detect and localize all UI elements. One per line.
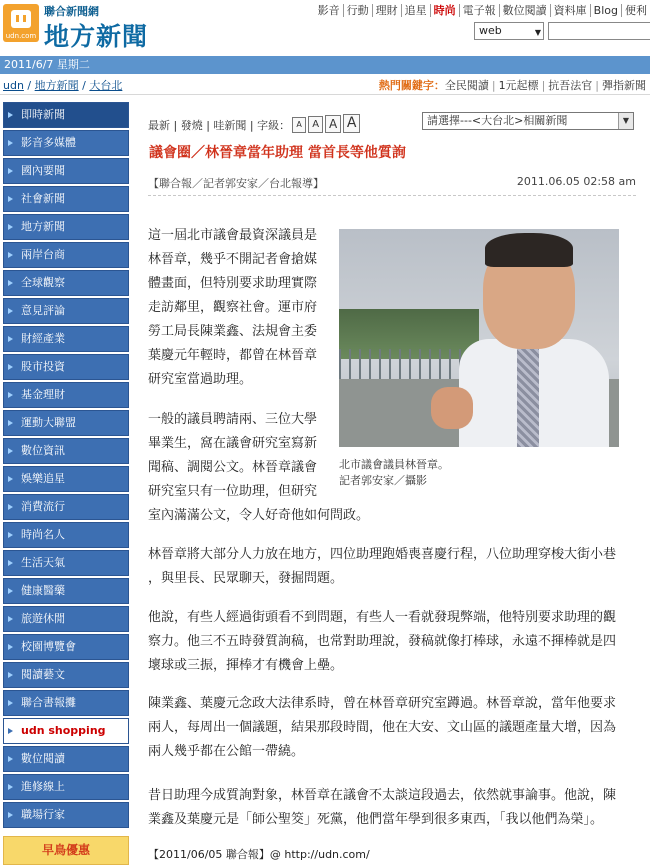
site-header: [0, 0, 650, 54]
breadcrumb-row: [0, 77, 650, 95]
top-nav-item-hot[interactable]: 時尚: [430, 4, 459, 17]
article-paragraph: [148, 784, 636, 832]
paragraph-line: 一般的議員聘請兩、三位大學: [148, 412, 318, 427]
paragraph-line: 研究室只有一位助理，但研究: [148, 484, 318, 499]
paragraph-line: 林晉章，幾乎不開記者會搶媒: [148, 252, 318, 267]
chevron-down-icon: ▼: [534, 28, 541, 37]
article-tools: [148, 114, 360, 133]
paragraph-line: 壞球或三振，揮棒才有機會上壘。: [148, 658, 344, 673]
breadcrumb-taipei[interactable]: 大台北: [89, 79, 123, 92]
top-nav-item[interactable]: Blog: [590, 4, 621, 17]
top-nav-item[interactable]: 資料庫: [550, 4, 590, 17]
current-date: 2011/6/7 星期二: [4, 58, 90, 71]
top-nav-item[interactable]: 行動: [343, 4, 372, 17]
paragraph-line: 察力。他三不五時發質詢稿，也常對助理說，發稿就像打棒球，永遠不揮棒就是四: [148, 634, 617, 649]
brand-title[interactable]: 地方新聞: [44, 22, 149, 51]
paragraph-line: 林晉章將大部分人力放在地方，四位助理跑婚喪喜慶行程，八位助理穿梭大街小巷: [148, 547, 617, 562]
sidebar-item-local[interactable]: 地方新聞: [3, 214, 129, 240]
sidebar-item-entertainment[interactable]: 娛樂追星: [3, 466, 129, 492]
breadcrumb-local-news[interactable]: 地方新聞: [34, 79, 79, 92]
divider: [148, 195, 636, 196]
search-input[interactable]: [548, 22, 650, 40]
article-paragraph: [148, 408, 370, 528]
article-paragraph: [148, 224, 333, 392]
article-footer: 【2011/06/05 聯合報】@ http://udn.com/: [148, 848, 370, 861]
sidebar-item-realtime[interactable]: 即時新聞: [3, 102, 129, 128]
top-nav-item[interactable]: 影音: [317, 4, 340, 17]
paragraph-line: 走訪鄰里，觀察社會。運市府: [148, 300, 318, 315]
related-news-value: 請選擇---<大台北>相關新聞: [427, 114, 568, 127]
top-nav-item[interactable]: 電子報: [459, 4, 499, 17]
article-timestamp: 2011.06.05 02:58 am: [516, 175, 636, 188]
breadcrumb: udn / 地方新聞 / 大台北: [3, 79, 123, 92]
sidebar-item-campus[interactable]: 校園博覽會: [3, 634, 129, 660]
sidebar-item-digital-reading[interactable]: 數位閱讀: [3, 746, 129, 772]
sidebar-item-multimedia[interactable]: 影音多媒體: [3, 130, 129, 156]
article-photo[interactable]: [339, 229, 619, 447]
sidebar-item-domestic[interactable]: 國內要聞: [3, 158, 129, 184]
sidebar-item-global[interactable]: 全球觀察: [3, 270, 129, 296]
promo-label: 早鳥優惠: [41, 843, 90, 857]
paragraph-line: 體畫面，但特別要求助理實際: [148, 276, 318, 291]
sidebar-item-travel[interactable]: 旅遊休閒: [3, 606, 129, 632]
paragraph-line: 這一屆北市議會最資深議員是: [148, 228, 318, 243]
sidebar-item-society[interactable]: 社會新聞: [3, 186, 129, 212]
paragraph-line: 葉慶元年輕時，都曾在林晉章: [148, 348, 318, 363]
sidebar-item-consumer[interactable]: 消費流行: [3, 494, 129, 520]
paragraph-line: 勞工局長陳業鑫、法規會主委: [148, 324, 318, 339]
font-size-large-button[interactable]: A: [343, 114, 360, 133]
top-nav: [315, 2, 650, 18]
hot-keywords-label: 熱門關鍵字：: [378, 79, 445, 92]
photo-caption: [339, 457, 449, 489]
paragraph-line: 陳業鑫、葉慶元念政大法律系時，曾在林晉章研究室蹲過。林晉章說，當年他要求: [148, 696, 617, 711]
sidebar-item-health[interactable]: 健康醫藥: [3, 578, 129, 604]
article-paragraph: [148, 543, 636, 591]
logo-domain: udn.com: [5, 32, 37, 40]
paragraph-line: 昔日助理今成質詢對象，林晉章在議會不太談這段過去，依然就事論事。他說，陳: [148, 788, 617, 803]
article-title: 議會圈／林晉章當年助理 當首長等他質詢: [149, 145, 406, 161]
font-size-small-button[interactable]: A: [308, 116, 323, 133]
article-tools-links[interactable]: 最新 | 發燒 | 哇新聞 | 字級：: [148, 119, 291, 132]
paragraph-line: 研究室當過助理。: [148, 372, 253, 387]
chevron-down-icon: ▼: [618, 113, 633, 129]
hot-keyword[interactable]: 1元起標: [498, 79, 539, 92]
hot-keyword[interactable]: 全民閱讀: [444, 79, 489, 92]
udn-logo[interactable]: [3, 4, 39, 42]
font-size-smallest-button[interactable]: A: [292, 117, 306, 133]
paragraph-line: 畢業生，窩在議會研究室寫新: [148, 436, 318, 451]
sidebar-item-life-weather[interactable]: 生活天氣: [3, 550, 129, 576]
paragraph-line: 聞稿、調閱公文。林晉章議會: [148, 460, 318, 475]
brand-subtitle[interactable]: 聯合新聞網: [44, 5, 99, 18]
top-nav-item[interactable]: 理財: [372, 4, 401, 17]
date-bar: [0, 56, 650, 74]
sidebar-item-arts[interactable]: 閱讀藝文: [3, 662, 129, 688]
sidebar-item-opinion[interactable]: 意見評論: [3, 298, 129, 324]
top-nav-item[interactable]: 數位閱讀: [499, 4, 550, 17]
photo-credit: 記者郭安家／攝影: [339, 474, 427, 487]
sidebar-item-sports[interactable]: 運動大聯盟: [3, 410, 129, 436]
sidebar-item-fashion[interactable]: 時尚名人: [3, 522, 129, 548]
hot-keyword[interactable]: 彈指新聞: [602, 79, 646, 92]
breadcrumb-udn[interactable]: udn: [3, 79, 24, 92]
related-news-select[interactable]: [422, 112, 634, 130]
article-source: 【聯合報／記者郭安家／台北報導】: [148, 177, 324, 190]
sidebar-item-digital[interactable]: 數位資訊: [3, 438, 129, 464]
top-nav-item[interactable]: 便利: [621, 4, 650, 17]
search-scope-value: web: [479, 24, 502, 37]
article-paragraph: [148, 606, 636, 678]
paragraph-line: 兩人，每周出一個議題，結果那段時間，他在大安、文山區的議題產量大增，因為: [148, 720, 617, 735]
search-scope-select[interactable]: [474, 22, 544, 40]
sidebar-item-shopping[interactable]: udn shopping: [3, 718, 129, 744]
early-bird-promo-banner[interactable]: [3, 836, 129, 865]
hot-keyword[interactable]: 抗吾法官: [548, 79, 593, 92]
sidebar-item-funds[interactable]: 基金理財: [3, 382, 129, 408]
sidebar-item-finance[interactable]: 財經產業: [3, 326, 129, 352]
paragraph-line: 室內滿滿公文，令人好奇他如何問政。: [148, 508, 370, 523]
article-paragraph: [148, 692, 636, 764]
sidebar-nav: [0, 102, 130, 830]
font-size-medium-button[interactable]: A: [325, 115, 341, 133]
sidebar-item-learning[interactable]: 進修線上: [3, 774, 129, 800]
plug-icon: [11, 10, 31, 28]
paragraph-line: 業鑫及葉慶元是「師公聖筊」死黨，他們當年學到很多東西，「我以他們為榮」。: [148, 812, 604, 827]
top-nav-item[interactable]: 追星: [401, 4, 430, 17]
sidebar-item-bookstand[interactable]: 聯合書報攤: [3, 690, 129, 716]
paragraph-line: 他說，有些人經過街頭看不到問題，有些人一看就發現弊端，他特別要求助理的觀: [148, 610, 617, 625]
sidebar-item-cross-strait[interactable]: 兩岸台商: [3, 242, 129, 268]
sidebar-item-stocks[interactable]: 股市投資: [3, 354, 129, 380]
photo-caption-line: 北市議會議員林晉章。: [339, 458, 449, 471]
sidebar-item-career[interactable]: 職場行家: [3, 802, 129, 828]
article-toolbar: [148, 112, 636, 132]
paragraph-line: ，與里長、民眾聊天，發掘問題。: [148, 571, 344, 586]
hot-keywords: 熱門關鍵字：全民閱讀 | 1元起標 | 抗吾法官 | 彈指新聞: [378, 79, 646, 92]
paragraph-line: 兩人幾乎都在公館一帶繞。: [148, 744, 305, 759]
